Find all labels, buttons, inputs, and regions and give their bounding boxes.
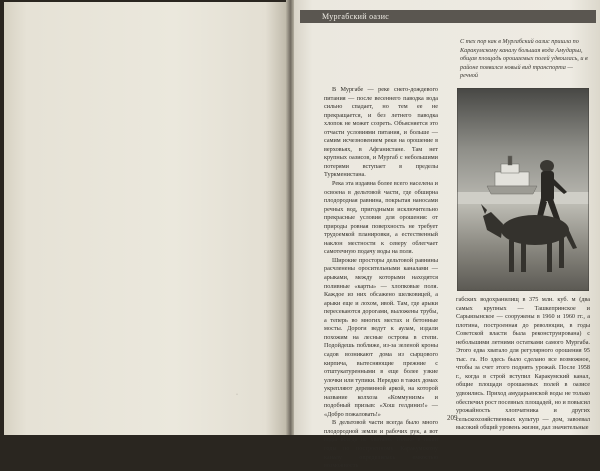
photo-rider-on-donkey bbox=[457, 88, 589, 291]
paragraph-3: Широкие просторы дельтовой равнины расчленены оросительными каналами — арыками, между которыми находятся поливные «карты» — хлопковые поля. Каждое из них обсажено шелковицей, а арыки еще и лохом, ивой. Там, где арыки пересекаются дорогами, выложены трубы, а теперь во многих местах и бетонные мосты. Дороги ведут к аулам, издали похожим на лесные острова в степи. Подойдешь поближе, из-за зеленой кроны садов возникают дома из сырцового кирпича, вытесняющие прежние с отштукатуренными в еще более узкие улочки или тупики. Нередко в таких домах укрепляют деревянной аркой, на которой название колхоза «Коммунизм» и подобный призыв: «Хош гелдиниз!» — «Добро пожаловать!» bbox=[324, 256, 438, 418]
running-header-title: Мургабский оазис bbox=[322, 12, 390, 21]
text-column-continued bbox=[456, 296, 591, 432]
text-column-main bbox=[324, 86, 438, 470]
paragraph-2: Река эта издавна более всего населена и освоена в дельтовой части, где обширна плодородная равнина, покрытая наносами речных вод, пригодными исключительно прекрасные условия для орошения: от природы ровная поверхность не требует трудоемкой планировки, а естественный наклон местности к северу облегчает самотечную подачу воды на поля. bbox=[324, 180, 438, 256]
photo-caption: С тех пор как в Мургабский оазис пришла по Каракумскому каналу большая вода Амударьи, общая площадь орошаемых полей удвоилась, и в районе появился новый вид транспорта — речной bbox=[460, 38, 588, 80]
paragraph-4: В дельтовой части всегда было много плодородной земли и рабочих рук, а вот воды всегда не хватало. Только в наши годы по построенному Каракумскому каналу определилась емкостью возможность bbox=[324, 419, 438, 470]
left-page bbox=[4, 2, 288, 435]
paragraph-continued: габских водохранилищ в 375 млн. куб. м (два самых крупных — Ташкепринское и Сарыязынское — сооружены в 1960 и 1960 гг., а плотина, построенная до революции, в годы Советской власти была реконструирована) с небольшими летними остатками самого Мургаба. Этого едва хватало для регулярного орошения 95 тыс. га. Но здесь было сделано все возможное, чтобы за счет этого поднять урожай. После 1958 г., когда в строй вступил Каракумский канал, общие площади орошаемых полей в оазисе удвоились. Приход амударьинской воды не только обеспечил рост посевных площадей, но и повысил урожайность хлопчатника и других сельскохозяйственных культур — дом, завоевал высокий общий уровень жизни, дал значительные bbox=[456, 296, 591, 432]
left-page-mark: · bbox=[236, 392, 238, 398]
right-page bbox=[294, 0, 600, 470]
page-number: 209 bbox=[447, 414, 458, 422]
paragraph-1: В Мургабе — реке снего-дождевого питания — после весеннего паводка вода сильно спадает, но тем ее не прекращается, и без летнего паводка хлопок не может созреть. Объясняется это отчасти условиями питания, и больше — самим исчезновением реки на орошение в верховьях, в Афганистане. Там нет крупных оазисов, и Мургаб с небольшими потерями вступает в пределы Туркменистана. bbox=[324, 86, 438, 179]
